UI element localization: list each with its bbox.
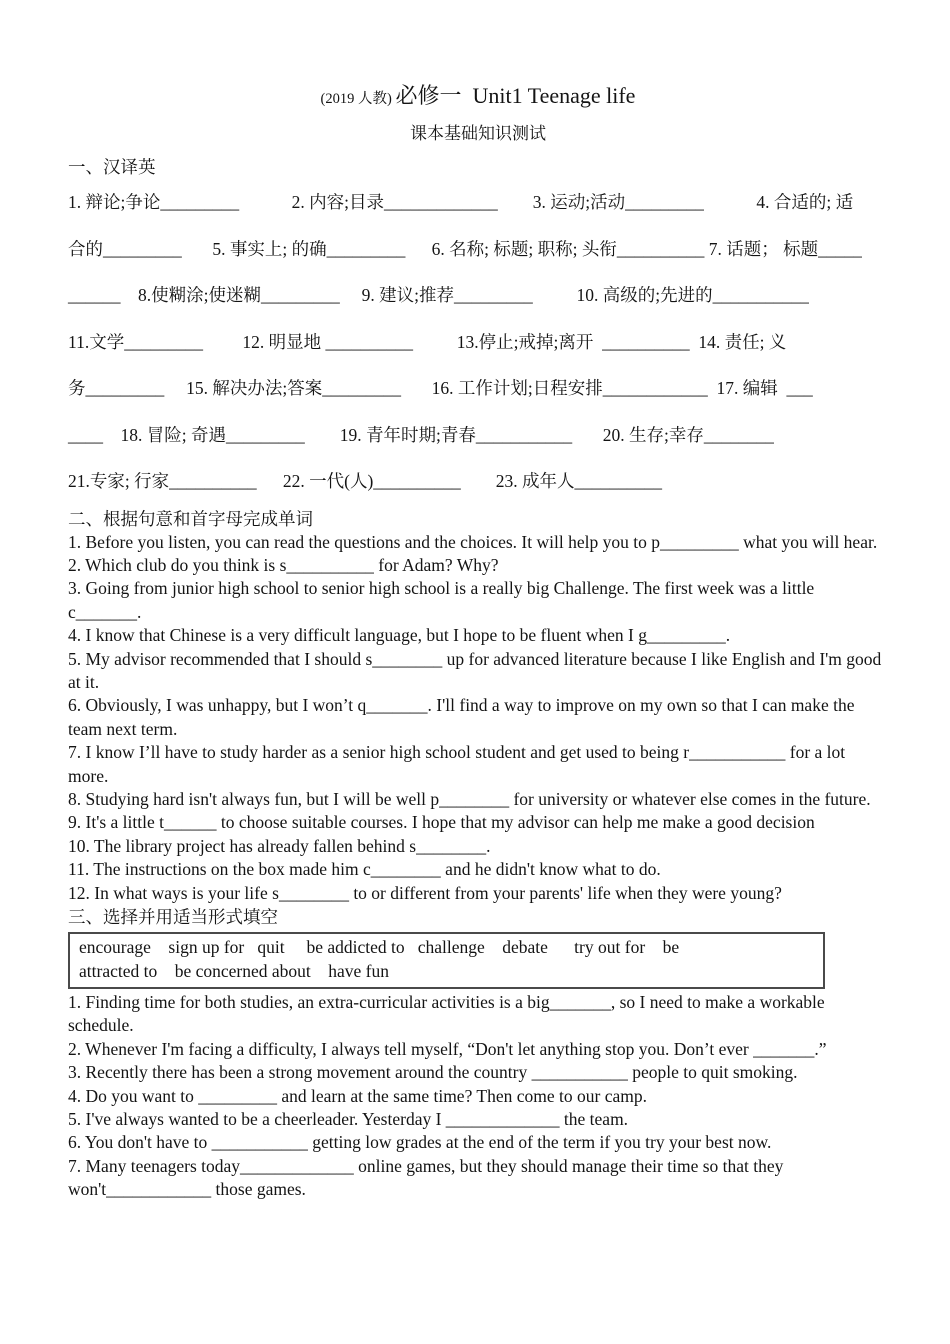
- question-item: 8. Studying hard isn't always fun, but I will be well p________ for university or whatever else comes in the future.: [68, 788, 871, 809]
- page-title: [68, 82, 888, 113]
- vocab-line: 1. 辩论;争论_________ 2. 内容;目录_____________ 3. 运动;活动_________ 4. 合适的; 适: [68, 192, 854, 212]
- section-2-heading: 二、根据句意和首字母完成单词: [68, 508, 313, 529]
- word-bank-box: [68, 932, 825, 989]
- section-3-heading: 三、选择并用适当形式填空: [68, 907, 278, 927]
- question-item: 9. It's a little t______ to choose suitable courses. I hope that my advisor can help me make a good decision: [68, 812, 815, 833]
- question-item: 7. I know I’ll have to study harder as a senior high school student and get used to being r___________ for a lot more.: [68, 742, 846, 786]
- section-3-question-list: [68, 991, 888, 1202]
- question-item: 2. Which club do you think is s__________ for Adam? Why?: [68, 554, 499, 575]
- page-subtitle: 课本基础知识测试: [410, 124, 546, 143]
- vocab-line: 务_________ 15. 解决办法;答案_________ 16. 工作计划;日程安排____________ 17. 编辑 ___: [68, 378, 813, 398]
- question-item: 12. In what ways is your life s________ to or different from your parents' life when they were young?: [68, 882, 782, 903]
- vocab-line: 11.文学_________ 12. 明显地 __________ 13.停止;戒掉;离开 __________ 14. 责任; 义: [68, 331, 787, 352]
- question-item: 6. You don't have to ___________ getting low grades at the end of the term if you try your best now.: [68, 1132, 772, 1153]
- question-item: 7. Many teenagers today_____________ online games, but they should manage their time so that they won't____________ those games.: [68, 1155, 784, 1200]
- question-item: 5. My advisor recommended that I should s________ up for advanced literature because I like English and I'm good at it.: [68, 648, 882, 692]
- question-item: 3. Recently there has been a strong movement around the country ___________ people to quit smoking.: [68, 1062, 798, 1083]
- question-item: 1. Finding time for both studies, an extra-curricular activities is a big_______, so I need to make a workable schedule.: [68, 992, 825, 1036]
- vocab-line: ____ 18. 冒险; 奇遇_________ 19. 青年时期;青春___________ 20. 生存;幸存________: [68, 424, 774, 445]
- title-edition-prefix: (2019 人教): [320, 91, 396, 107]
- word-bank-line: encourage sign up for quit be addicted to challenge debate try out for be: [79, 937, 680, 957]
- vocab-line: 合的_________ 5. 事实上; 的确_________ 6. 名称; 标题; 职称; 头衔__________ 7. 话题； 标题_____: [68, 238, 862, 259]
- question-item: 10. The library project has already fallen behind s________.: [68, 835, 491, 856]
- title-main-text: 必修一 Unit1 Teenage life: [395, 83, 636, 108]
- question-item: 5. I've always wanted to be a cheerleader. Yesterday I _____________ the team.: [68, 1109, 629, 1130]
- section-1-vocab-list: [68, 179, 888, 505]
- question-item: 4. Do you want to _________ and learn at the same time? Then come to our camp.: [68, 1085, 647, 1106]
- question-item: 2. Whenever I'm facing a difficulty, I always tell myself, “Don't let anything stop you. Don’t ever _______.”: [68, 1038, 827, 1059]
- question-item: 3. Going from junior high school to senior high school is a really big Challenge. The first week was a little c_______.: [68, 578, 815, 622]
- section-1-heading: 一、汉译英: [68, 157, 156, 177]
- vocab-line: ______ 8.使糊涂;使迷糊_________ 9. 建议;推荐_________ 10. 高级的;先进的___________: [68, 285, 809, 305]
- vocab-line: 21.专家; 行家__________ 22. 一代(人)__________ 23. 成年人__________: [68, 471, 663, 491]
- question-item: 6. Obviously, I was unhappy, but I won’t q_______. I'll find a way to improve on my own so that I can make the team next term.: [68, 695, 855, 739]
- section-2-question-list: [68, 531, 888, 906]
- question-item: 1. Before you listen, you can read the questions and the choices. It will help you to p_________ what you will hear.: [68, 531, 878, 552]
- word-bank-line: attracted to be concerned about have fun: [79, 961, 390, 981]
- question-item: 11. The instructions on the box made him c________ and he didn't know what to do.: [68, 859, 661, 880]
- question-item: 4. I know that Chinese is a very difficult language, but I hope to be fluent when I g_________.: [68, 625, 731, 646]
